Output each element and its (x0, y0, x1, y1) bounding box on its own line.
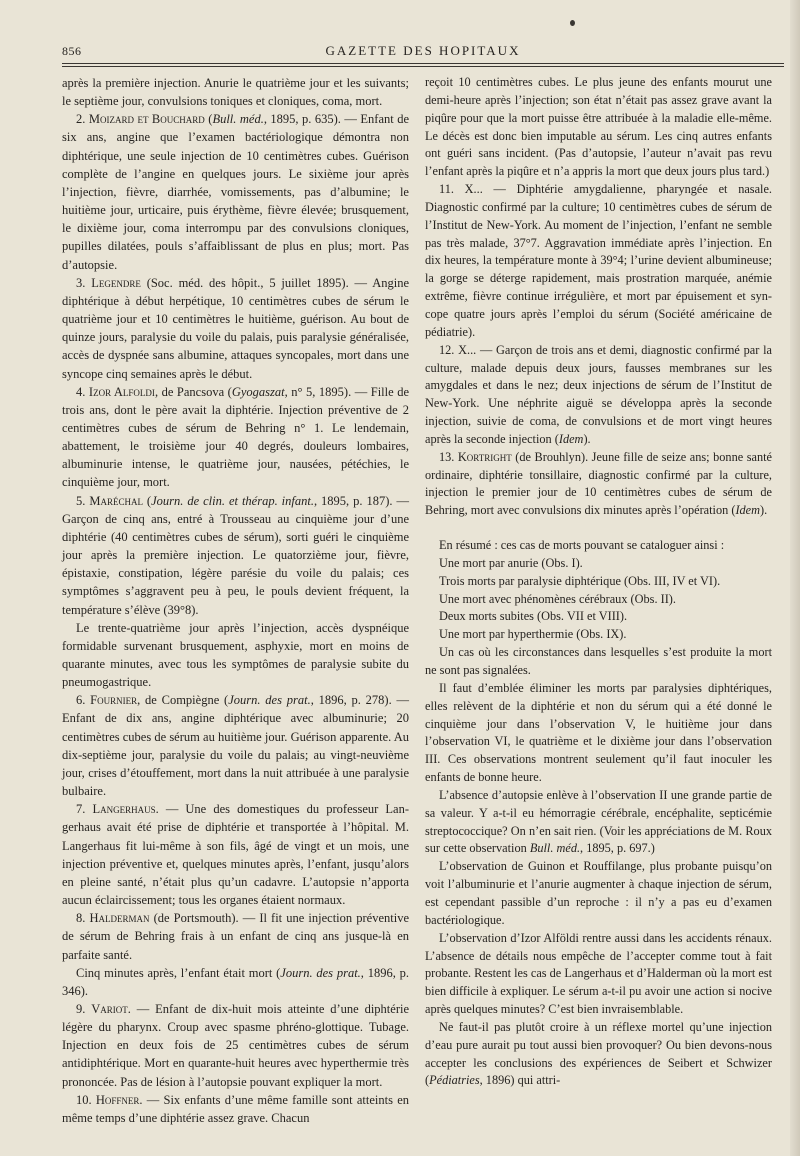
left-column-paragraph (62, 383, 409, 492)
paragraph-text: , de Compiègne ( (137, 693, 229, 708)
left-text-column (62, 74, 409, 1127)
page-header (62, 40, 784, 60)
right-column-paragraph (425, 626, 772, 644)
author-name: Halderman (89, 911, 150, 926)
paragraph-text: Un cas où les circonstances dans lesquelles s’est produite la mort ne sont pas signalées. (425, 645, 772, 677)
citation-title: Bull. méd. (212, 112, 264, 127)
left-column-paragraph (62, 1000, 409, 1091)
paragraph-text: ( (142, 493, 152, 508)
paragraph-text: (Soc. méd. des hôpit., 5 juillet 1895). — Angine diphtérique à début herpétique, 10 centimètres cubes de sérum le quatrième jour et 10 centimètres le huitième, guérison. Au bout de quinze jours, paralysie du voile du palais, puis paralysie généralisée, accès de dyspnée sans albumine, attaques syncopales, mort dans une syncope cinq semaines après le début. (62, 275, 409, 381)
left-column-paragraph (62, 964, 409, 1000)
paragraph-text: 12. X... — Garçon de trois ans et demi, diagnostic confirmé par la culture, malade depuis deux jours, fausses membranes sur les amygdales et dans le nez; deux injections de sérum de l’Institut de New-York. Une néphrite aiguë se développa après la seconde injection, suivie de coma, de convulsions et de mort vingt heures après la seconde injection ( (425, 342, 772, 446)
paragraph-text: , n° 5, 1895). — Fille de trois ans, dont le père avait la diphtérie. Injection préventive de 2 centimètres cubes de sérum de Behring n° 1. Le lendemain, abattement, le troisième jour 40 degrés, douleurs lombaires, albuminurie intense, le quatrième jour, nausées, pétéchies, le cinquième jour, mort. (62, 384, 410, 490)
citation-title: Journ. des prat. (228, 693, 311, 708)
paragraph-text: 7. (76, 802, 93, 817)
author-name: Maréchal (89, 493, 143, 508)
author-name: Izor Alfoldi (88, 384, 155, 399)
right-text-column (425, 74, 772, 1090)
paragraph-text: 11. X... — Diphtérie amygdalienne, pharyngée et nasale. Diagnostic confirmé par la culture; 10 centimètres cubes de sérum de l’Institut de New-York. Au moment de l’injection, l’enfant ne semble pas très malade, 37°7. Aggravation immédiate après l’injection. En dix heures, la température monte à 39°4; l’urine devient albumineuse; la gorge se déterge rapidement, mais prostration marquée, anémie extrême, fièvre continue irrégulière, et mort par épuisement et syncope quatre jours après l’emploi du sérum (Société américaine de pédiatrie). (425, 182, 772, 339)
right-column-paragraph (425, 787, 772, 858)
header-rule-top (62, 63, 784, 64)
ink-speck (570, 20, 575, 26)
citation-title: Gyogaszat (231, 384, 285, 399)
left-column-paragraph (62, 74, 409, 110)
paragraph-text: , 1895, p. 697.) (580, 841, 655, 856)
paragraph-text: L’observation d’Izor Alföldi rentre aussi dans les accidents rénaux. L’absence de détails nous empêche de l’accepter comme tout à fait probante. Restent les cas de Langerhaus et d’Halderman où la mort est bien difficile à expliquer. Le sérum a-t-il pu avoir une action si nocive après quelques minutes? C’est bien invraisemblable. (425, 930, 772, 1017)
column-gutter (414, 74, 415, 1114)
paragraph-text: , de Pancsova ( (154, 384, 232, 399)
paragraph-text: Deux morts subites (Obs. VII et VIII). (439, 609, 628, 624)
journal-title: GAZETTE DES HOPITAUX (325, 43, 521, 58)
left-column-paragraph (62, 800, 409, 909)
citation-title: Idem (558, 431, 584, 446)
citation-title: Journ. des prat. (280, 965, 361, 980)
paragraph-text: L’observation de Guinon et Rouffilange, plus probante puisqu’on voit l’albuminurie et l’anurie augmenter à chaque injection de sérum, est cependant passible d’un reproche : il n’y a pas eu d’examen bactériologique. (425, 859, 772, 927)
paragraph-text: , 1896, p. 278). — Enfant de dix ans, angine diphtérique avec albuminurie; 20 centimètres cubes de sérum au huitième jour. Guérison apparente. Au dix-septième jour, paralysie du voile du palais; au vingt-neuvième jour, crises d’étouffement, mort dans la nuit attribuée à une paralysie bulbaire. (62, 693, 410, 799)
paragraph-text: 10. (76, 1092, 96, 1107)
paragraph-text: , 1896, p. 346). (62, 965, 410, 998)
citation-title: Idem (735, 503, 761, 518)
paragraph-text: 13. (439, 449, 458, 464)
right-column-paragraph (425, 1019, 772, 1090)
citation-title: Bull. méd. (529, 841, 581, 856)
right-column-paragraph (425, 449, 772, 520)
right-column-paragraph (425, 537, 772, 555)
paragraph-text: 9. (76, 1001, 92, 1016)
author-name: Kortright (457, 449, 512, 464)
paragraph-text: ( (204, 112, 213, 127)
paragraph-text: En résumé : ces cas de morts pouvant se cataloguer ainsi : (439, 538, 725, 553)
paragraph-text: , 1895, p. 187). — Garçon de cinq ans, entré à Trousseau au cinquième jour d’une diphtérie (40 centimètres cubes de sérum), sorti guéri le cinquième jour après la première injection. Le quatorzième jour, fièvre, épistaxie, constipation, légère parésie du voile du palais; ces symptômes s’aggravent peu à peu, le pouls devient fréquent, la température s’élève (39°8). (62, 493, 409, 617)
paragraph-text: (de Portsmouth). — Il fit une injection préventive de sérum de Behring frais à un enfant de cinq ans jusque-là en parfaite santé. (62, 911, 409, 962)
paragraph-text: Une mort par hyperthermie (Obs. IX). (439, 627, 627, 642)
left-column-paragraph (62, 274, 409, 383)
citation-title: Pédiatries (429, 1073, 480, 1088)
header-rule-bottom (62, 66, 784, 67)
paragraph-text: 4. (76, 384, 89, 399)
author-name: Hoffner (95, 1092, 140, 1107)
paragraph-text: Ne faut-il pas plutôt croire à un réflexe mortel qu’une injection d’eau pure aurait pu tout aussi bien provoquer? Ou bien devons-nous accepter les conclusions des expériences de Seibert et Schwizer ( (425, 1019, 772, 1088)
right-column-paragraph (425, 342, 772, 449)
right-column-paragraph (425, 181, 772, 342)
paragraph-text: 6. (76, 693, 91, 708)
author-name: Moizard et Bouchard (88, 112, 205, 127)
paragraph-text: L’absence d’autopsie enlève à l’observation II une grande partie de sa valeur. Y a-t-il eu hémorragie cérébrale, encéphalite, septicémie streptococcique? On n’en sait rien. (Voir les appréciations de M. Roux sur cette observation (425, 787, 772, 856)
right-column-paragraph (425, 644, 772, 680)
paragraph-text: ). (760, 503, 768, 518)
left-column-paragraph (62, 492, 409, 619)
right-column-paragraph (425, 608, 772, 626)
author-name: Fournier (90, 693, 138, 708)
right-column-paragraph (425, 555, 772, 573)
paragraph-text: Trois morts par paralysie diphtérique (Obs. III, IV et VI). (439, 573, 721, 588)
paragraph-text: reçoit 10 centimètres cubes. Le plus jeune des enfants mourut une demi-heure après l’injection; son état n’était pas assez grave avant la piqûre pour que la mort puisse être attribuée à la maladie elle-même. Le décès est donc bien imputable au sérum. Les cinq autres enfants ont guéri sans incident. (Pas d’autopsie, l’auteur n’avait pas revu l’enfant après la piqûre et n’a appris la mort que deux jours plus tard.) (425, 75, 772, 179)
paragraph-text: . — Six enfants d’une même famille sont atteints en même temps d’une diphtérie assez grave. Chacun (62, 1092, 409, 1125)
paragraph-text: après la première injection. Anurie le quatrième jour et les suivants; le septième jour, convulsions toniques et cloniques, coma, mort. (62, 76, 409, 109)
left-column-paragraph (62, 619, 409, 692)
paragraph-text: (de Brouhlyn). Jeune fille de seize ans; bonne santé ordinaire, diphtérie tonsillaire, diagnostic confirmé par la culture, injection le premier jour de 10 centimètres cubes de sérum de Behring, mort avec convulsions dix minutes après l’opération ( (425, 449, 772, 518)
paragraph-text: Une mort par anurie (Obs. I). (439, 555, 583, 570)
paragraph-text: 3. (76, 275, 92, 290)
author-name: Legendre (91, 275, 141, 290)
paragraph-text: Le trente-quatrième jour après l’injection, accès dyspnéique formidable survenant brusquement, asphyxie, mort en moins de quarante minutes, avec tous les symptômes de paralysie subite du pneumogastrique. (62, 620, 409, 690)
page-edge-shadow (790, 0, 800, 1156)
paragraph-text: 2. (76, 112, 89, 127)
paragraph-text: . — Une des domestiques du professeur Langerhaus avait été prise de diphtérie et transportée à l’hôpital. M. Langerhaus fit lui-même à son fils, âgé de vingt et un mois, une injection préventive et, quelques minutes après, l’enfant, jusqu’alors en pleine santé, n’était plus qu’un cadavre. L’autopsie n’apporta aucun éclaircissement; tous les organes étaient normaux. (62, 802, 409, 908)
right-column-paragraph (425, 858, 772, 929)
right-column-paragraph (425, 591, 772, 609)
paragraph-text: Une mort avec phénomènes cérébraux (Obs. II). (439, 591, 676, 606)
right-column-paragraph (425, 930, 772, 1019)
left-column-paragraph (62, 1091, 409, 1127)
right-column-paragraph (425, 680, 772, 787)
author-name: Langerhaus (92, 802, 156, 817)
paragraph-text: Il faut d’emblée éliminer les morts par paralysies diphtériques, elles relèvent de la diphtérie et non du sérum qui a été donné le cinquième jour dans l’observation V, le huitième jour dans l’observation VI, le quatrième et le dixième jour dans l’observation III. Ces observations montrent seulement qu’il faut inoculer les enfants de bonne heure. (425, 680, 772, 785)
right-column-paragraph (425, 74, 772, 181)
left-column-paragraph (62, 110, 409, 273)
page-number: 856 (62, 44, 82, 58)
left-column-paragraph (62, 691, 409, 800)
right-column-paragraph (425, 573, 772, 591)
paragraph-text: 5. (76, 493, 90, 508)
citation-title: Journ. de clin. et thérap. infant. (151, 493, 314, 508)
paragraph-text: , 1895, p. 635). — Enfant de six ans, angine que l’examen bactériologique démontra non diphtérique, une seule injection de 10 centimètres cubes. Guérison complète de l’angine en quelques jours. Le sixième jour après l’injection, fièvre, diarrhée, vomissements, pas d’albumine; le huitième jour, urticaire, puis érythème, fièvre élevée; brusquement, le dixième jour, coma interrompu par des convulsions cloniques, pupilles dilatées, pouls s’affaiblissant de plus en plus; mort. Pas d’autopsie. (62, 112, 409, 272)
author-name: Variot (91, 1001, 128, 1016)
paragraph-text: , 1896) qui attri- (479, 1073, 561, 1088)
left-column-paragraph (62, 909, 409, 963)
paragraph-text: Cinq minutes après, l’enfant était mort ( (76, 965, 281, 980)
paragraph-text: ). (583, 431, 591, 446)
paragraph-text: 8. (76, 911, 90, 926)
paragraph-text: . — Enfant de dix-huit mois atteinte d’une diphtérie légère du pharynx. Croup avec spasme phréno-glottique. Tubage. Injection en deux fois de 25 centimètres cubes de sérum antidiphtérique. Mort en quarante-huit heures avec hyperthermie très prononcée. Pas de lésion à l’autopsie pouvant expliquer la mort. (62, 1001, 410, 1089)
